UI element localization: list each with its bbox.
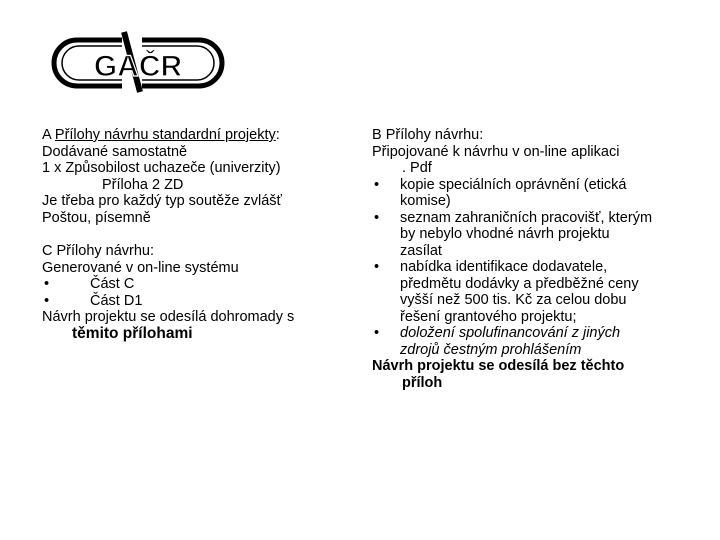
bullet-icon: • bbox=[44, 276, 50, 292]
list-item: • kopie speciálních oprávnění (etická komise) bbox=[374, 176, 627, 209]
section-b-note: Návrh projektu se odesílá bez těchto bbox=[372, 358, 625, 374]
section-b-subheading: Připojované k návrhu v on-line aplikaci bbox=[372, 143, 620, 160]
section-c-heading: C Přílohy návrhu: bbox=[42, 243, 155, 259]
section-a-link[interactable]: Přílohy návrhu standardní projekty bbox=[54, 127, 276, 143]
bullet-icon: • bbox=[374, 325, 380, 341]
list-item: • doložení spolufinancování z jiných zdrojů čestným prohlášením bbox=[374, 325, 621, 358]
section-c-subheading: Generované v on-line systému bbox=[42, 259, 239, 276]
gacr-logo bbox=[50, 26, 226, 96]
left-column bbox=[42, 127, 362, 342]
bullet-icon: • bbox=[374, 209, 380, 226]
right-column bbox=[372, 127, 702, 391]
list-item: • Část D1 bbox=[44, 292, 143, 309]
section-c-note: Návrh projektu se odesílá dohromady s bbox=[42, 309, 295, 325]
section-a-item-ref: Příloha 2 ZD bbox=[102, 176, 184, 193]
section-a-delivery: Poštou, písemně bbox=[42, 209, 151, 226]
section-a-heading: A Přílohy návrhu standardní projekty: bbox=[42, 127, 280, 143]
bullet-icon: • bbox=[374, 176, 380, 193]
section-c-note-cont: těmito přílohami bbox=[72, 324, 193, 342]
bullet-icon: • bbox=[44, 292, 50, 309]
list-item: • Část C bbox=[44, 276, 135, 292]
logo-text: GAČR bbox=[93, 50, 183, 83]
bullet-icon: • bbox=[374, 259, 380, 275]
section-b-note-cont: příloh bbox=[402, 374, 443, 391]
section-b-heading: B Přílohy návrhu: bbox=[372, 127, 484, 143]
list-item: • nabídka identifikace dodavatele, předmětu dodávky a předběžné ceny vyšší než 500 tis. Kč za celou dobu řešení grantového projektu; bbox=[374, 259, 639, 325]
section-a-item: 1 x Způsobilost uchazeče (univerzity) bbox=[42, 160, 281, 176]
list-item: • seznam zahraničních pracovišť, kterým by nebylo vhodné návrh projektu zasílat bbox=[374, 209, 653, 259]
section-b-format: . Pdf bbox=[402, 160, 432, 176]
section-a-subheading: Dodávané samostatně bbox=[42, 143, 188, 160]
section-a-note: Je třeba pro každý typ soutěže zvlášť bbox=[42, 193, 282, 209]
